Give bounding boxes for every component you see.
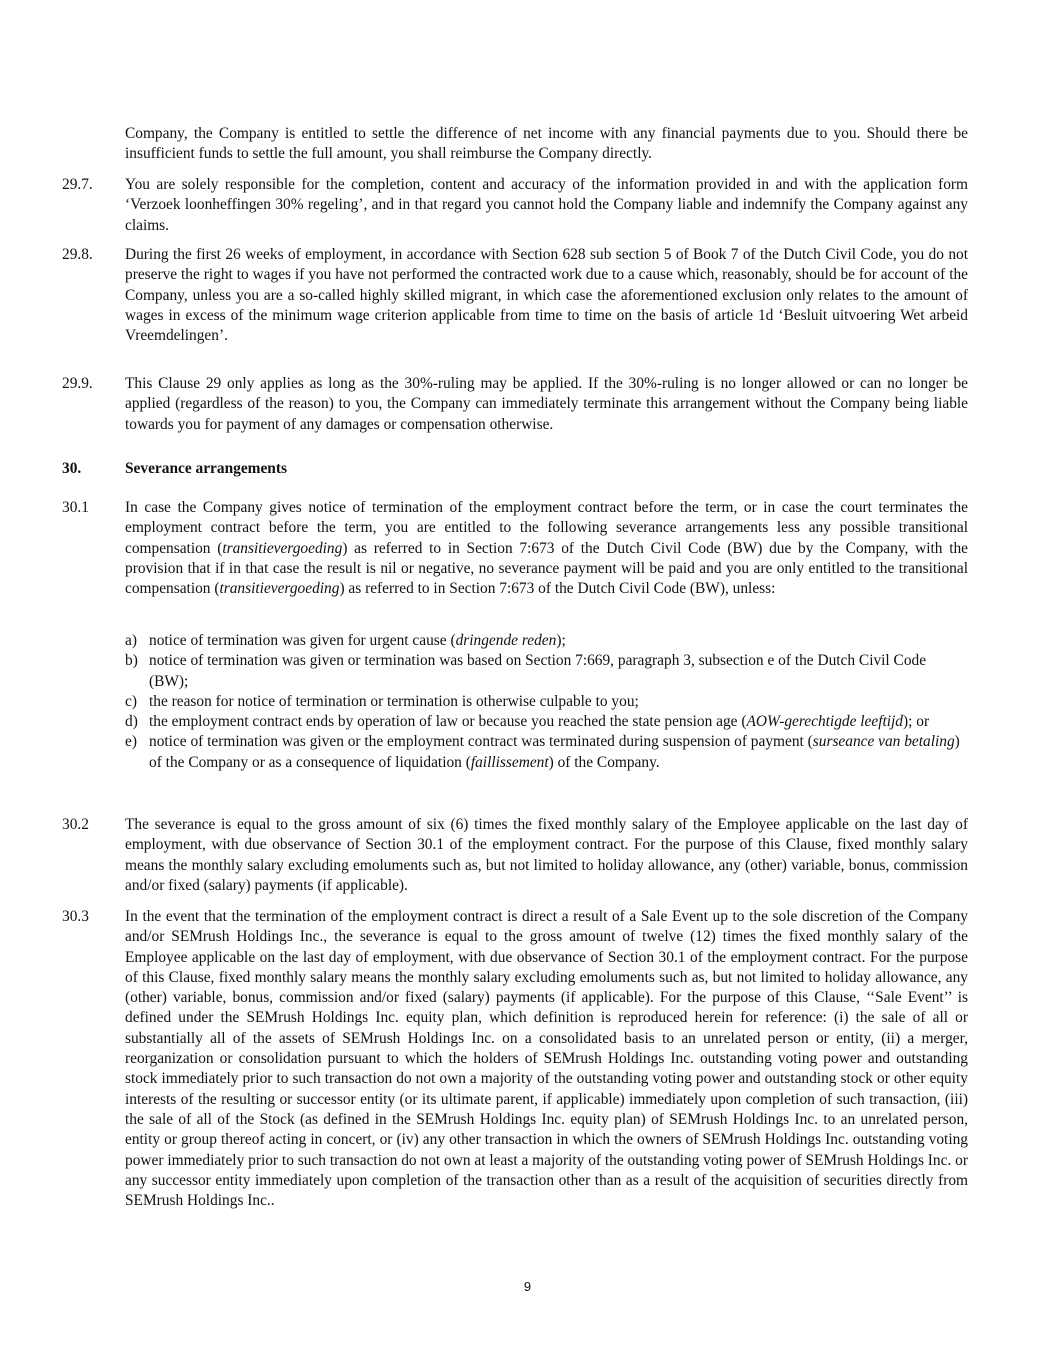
clause-30-1-part1: In case the Company gives notice of termination of the employment contract before the term, or in case the court terminates the employment contract before the term, you are entitled to the following severance arrangements less any possible transitional compensation ( [125,499,968,557]
clause-number-30-2: 30.2 [62,816,89,833]
list-item-d-text: the employment contract ends by operation of law or because you reached the state pension age ( [149,713,747,731]
list-item-d-italic: AOW-gerechtigde leeftijd [746,713,904,731]
list-marker-e: e) [125,733,137,751]
clause-30-3-text: In the event that the termination of the employment contract is direct a result of a Sale Event up to the sole discretion of the Company and/or SEMrush Holdings Inc., the severance is equal to the gross amount of twelve (12) times the fixed monthly salary of the Employee applicable on the last day of employment, with due observance of Section 30.1 of the employment contract. For the purpose of this Clause, fixed monthly salary means the monthly salary excluding emoluments such as, but not limited to holiday allowance, any (other) variable, bonus, commission and/or fixed (salary) payments (if applicable). For the purpose of this Clause, ‘‘Sale Event’’ is defined under the SEMrush Holdings Inc. equity plan, which definition is reproduced herein for reference: (i) the sale of all or substantially all of the assets of SEMrush Holdings Inc. on a consolidated basis to an unrelated person or entity, (ii) a merger, reorganization or consolidation pursuant to which the holders of SEMrush Holdings Inc. outstanding voting power and outstanding stock immediately prior to such transaction do not own a majority of the outstanding voting power and outstanding stock or other equity interests of the resulting or successor entity (or its ultimate parent, if applicable) immediately upon completion of such transaction, (iii) the sale of all of the Stock (as defined in the SEMrush Holdings Inc. equity plan) of SEMrush Holdings Inc. to an unrelated person, entity or group thereof acting in concert, or (iv) any other transaction in which the owners of SEMrush Holdings Inc. outstanding voting power immediately prior to such transaction do not own at least a majority of the outstanding voting power of SEMrush Holdings Inc. or any successor entity immediately upon completion of the transaction other than as a result of the acquisition of securities directly from SEMrush Holdings Inc.. [125,908,968,1210]
list-marker-b: b) [125,652,138,670]
list-marker-a: a) [125,632,137,649]
list-item-a-end: ); [556,632,566,649]
clause-30-1-text [125,498,968,599]
clause-number-29-7: 29.7. [62,176,93,193]
clause-30-2-text: The severance is equal to the gross amount of six (6) times the fixed monthly salary of the Employee applicable on the last day of employment, with due observance of Section 30.1 of the employment contract. For the purpose of this Clause, fixed monthly salary means the monthly salary excluding emoluments such as, but not limited to holiday allowance, any (other) variable, bonus, commission and/or fixed (salary) payments (if applicable). [125,816,968,894]
clause-30-1-part2: ) as referred to in Section 7:673 of the Dutch Civil Code (BW) due by the Company, with the provision that if in that case the result is nil or negative, no severance payment will be paid and you are only entitled to the transitional compensation ( [125,539,968,598]
list-item-e-text: notice of termination was given or the employment contract was terminated during suspension of payment ( [149,733,813,751]
clause-30-1-italic2: transitievergoeding [219,580,340,598]
list-item-d-end: ); or [903,713,930,731]
clause-29-8-text: During the first 26 weeks of employment, in accordance with Section 628 sub section 5 of Book 7 of the Dutch Civil Code, you do not preserve the right to wages if you have not performed the contracted work due to a cause which, reasonably, should be for account of the Company, unless you are a so-called highly skilled migrant, in which case the aforementioned exclusion only relates to the amount of wages in excess of the minimum wage criterion applicable from time to time on the basis of article 1d ‘Besluit uitvoering Wet arbeid Vreemdelingen’. [125,246,968,345]
list-marker-c: c) [125,692,137,710]
clause-number-29-8: 29.8. [62,246,93,263]
list-item-c-text: the reason for notice of termination or termination is otherwise culpable to you; [149,692,639,710]
clause-number-29-9: 29.9. [62,375,93,392]
list-item-c [125,692,968,712]
list-item-e-italic1: surseance van betaling [812,733,955,751]
exceptions-list [125,631,968,773]
list-item-a [125,631,968,651]
list-item-e-end: ) of the Company. [548,753,660,771]
clause-30-1-italic1: transitievergoeding [222,539,343,557]
clause-30-1-part3: ) as referred to in Section 7:673 of the Dutch Civil Code (BW), unless: [339,580,776,598]
list-item-a-text: notice of termination was given for urgent cause ( [149,632,456,649]
list-item-a-italic: dringende reden [455,632,557,649]
list-item-e [125,732,968,773]
list-item-d [125,712,968,732]
clause-29-7-text: You are solely responsible for the completion, content and accuracy of the information provided in and with the application form ‘Verzoek loonheffingen 30% regeling’, and in that regard you cannot hold the Company liable and indemnify the Company against any claims. [125,176,968,234]
list-item-e-italic2: faillissement [470,753,549,771]
section-title: Severance arrangements [125,460,287,477]
section-number-30: 30. [62,460,82,477]
clause-29-9-text: This Clause 29 only applies as long as the 30%-ruling may be applied. If the 30%-ruling is no longer allowed or can no longer be applied (regardless of the reason) to you, the Company can immediately terminate this arrangement without the Company being liable towards you for payment of any damages or compensation otherwise. [125,375,968,433]
clause-number-30-3: 30.3 [62,908,89,925]
page-number: 9 [523,1279,532,1294]
list-item-b-text: notice of termination was given or termination was based on Section 7:669, paragraph 3, subsection e of the Dutch Civil Code (BW); [149,652,927,690]
clause-number-30-1: 30.1 [62,499,89,516]
list-marker-d: d) [125,713,138,731]
list-item-b [125,651,968,692]
continuation-paragraph: Company, the Company is entitled to settle the difference of net income with any financial payments due to you. Should there be insufficient funds to settle the full amount, you shall reimburse the Company directly. [125,125,968,163]
list-item-e-middle: ) of the Company or as a consequence of liquidation ( [149,733,960,771]
